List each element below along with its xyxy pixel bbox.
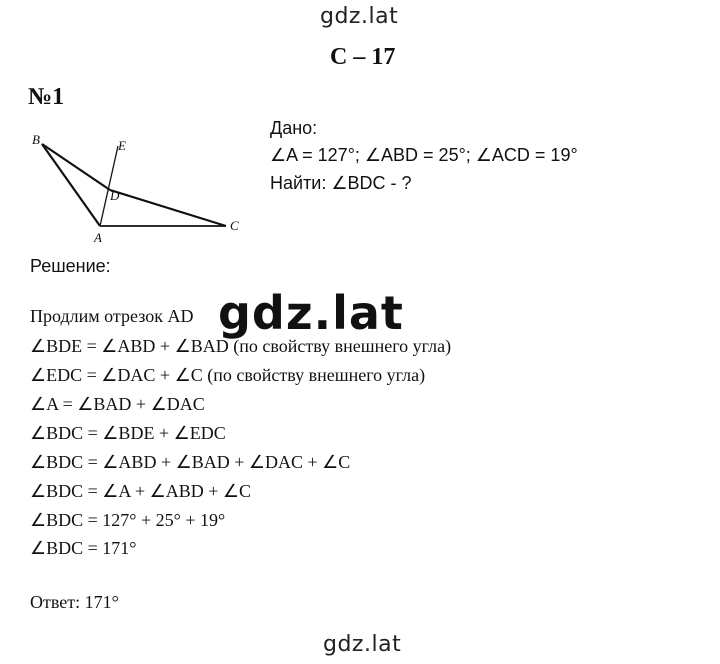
page-title: С – 17 <box>330 44 396 70</box>
segment-BA <box>42 144 100 226</box>
solution-line: Продлим отрезок AD <box>30 306 194 326</box>
label-A: A <box>94 230 102 245</box>
label-C: C <box>230 218 239 233</box>
solution-line: ∠BDC = 127° + 25° + 19° <box>30 510 226 530</box>
solution-line: ∠BDC = 171° <box>30 538 137 558</box>
solution-line: ∠BDE = ∠ABD + ∠BAD (по свойству внешнего угла) <box>30 336 452 356</box>
answer-text: Ответ: 171° <box>30 592 119 612</box>
solution-line: ∠EDC = ∠DAC + ∠C (по свойству внешнего угла) <box>30 365 426 385</box>
solution-heading: Решение: <box>30 256 111 276</box>
triangle-figure <box>28 130 252 248</box>
find-text: Найти: ∠BDC - ? <box>270 173 412 193</box>
watermark-bottom: gdz.lat <box>323 632 402 657</box>
given-label: Дано: <box>270 118 318 138</box>
problem-number: №1 <box>28 84 65 110</box>
label-E: E <box>118 138 126 153</box>
solution-line: ∠BDC = ∠ABD + ∠BAD + ∠DAC + ∠C <box>30 452 351 472</box>
given-conditions: ∠A = 127°; ∠ABD = 25°; ∠ACD = 19° <box>270 145 578 165</box>
watermark-top: gdz.lat <box>320 4 399 29</box>
watermark-middle: gdz.lat <box>218 286 404 340</box>
label-B: B <box>32 132 40 147</box>
solution-line: ∠BDC = ∠A + ∠ABD + ∠C <box>30 481 252 501</box>
label-D: D <box>110 188 120 203</box>
solution-line: ∠BDC = ∠BDE + ∠EDC <box>30 423 226 443</box>
segment-DC <box>110 190 226 226</box>
segment-BD <box>42 144 110 190</box>
solution-line: ∠A = ∠BAD + ∠DAC <box>30 394 205 414</box>
